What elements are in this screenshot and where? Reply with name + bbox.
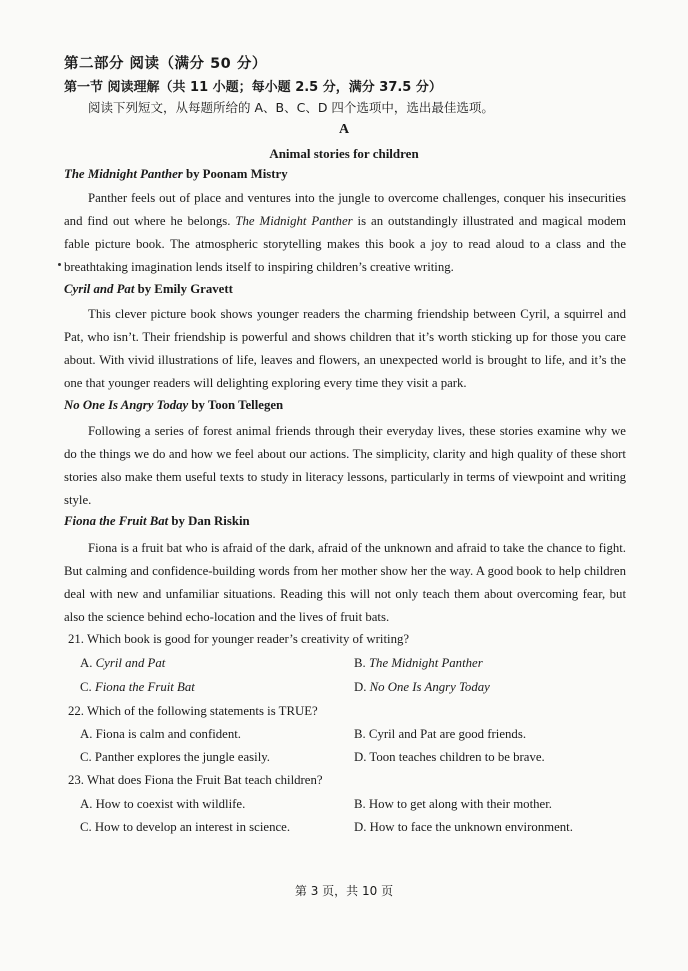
book-description-midnight-panther <box>64 187 626 279</box>
option-23-b[interactable]: B. How to get along with their mother. <box>354 797 552 811</box>
scan-mark <box>58 263 61 266</box>
option-text: Fiona the Fruit Bat <box>94 680 195 694</box>
passage-letter: A <box>338 122 350 137</box>
book-author: by Dan Riskin <box>168 514 250 528</box>
part-title: 第二部分 阅读（满分 50 分） <box>64 56 267 72</box>
option-letter: A. <box>80 656 96 670</box>
option-text: The Midnight Panther <box>368 656 483 670</box>
book-heading-midnight-panther <box>64 167 288 182</box>
book-title: No One Is Angry Today <box>64 398 189 412</box>
option-22-b[interactable]: B. Cyril and Pat are good friends. <box>354 727 527 741</box>
book-author: by Poonam Mistry <box>182 167 288 181</box>
option-22-c[interactable]: C. Panther explores the jungle easily. <box>80 750 271 764</box>
option-21-c[interactable] <box>80 680 195 695</box>
question-21: 21. Which book is good for younger reader’s creativity of writing? <box>68 632 410 646</box>
book-title: Fiona the Fruit Bat <box>64 514 169 528</box>
book-description-cyril-and-pat: This clever picture book shows younger readers the charming friendship between Cyril, a squirrel and Pat, who isn’t. Their friendship is powerful and shows children that it’s worth sticking up for those you care about. With vivid illustrations of life, leaves and flowers, an unexpected world is brought to life, and it’s the one that younger readers will delighting exploring every time they visit a park. <box>64 307 626 390</box>
book-heading-no-one-is-angry-today <box>64 398 283 413</box>
book-heading-cyril-and-pat <box>64 282 233 297</box>
book-description-no-one-is-angry-today: Following a series of forest animal friends through their everyday lives, these stories examine why we do the things we do and how we feel about our actions. The simplicity, clarity and high quality of these short stories also make them useful texts to study in literacy lessons, particularly in terms of viewpoint and writing style. <box>64 424 626 507</box>
inline-book-title: The Midnight Panther <box>235 214 353 228</box>
passage-title: Animal stories for children <box>269 146 419 161</box>
question-22: 22. Which of the following statements is TRUE? <box>68 704 318 718</box>
option-letter: C. <box>80 680 95 694</box>
option-22-a[interactable]: A. Fiona is calm and confident. <box>80 727 241 741</box>
option-text: No One Is Angry Today <box>369 680 490 694</box>
option-letter: B. <box>354 656 369 670</box>
book-author: by Emily Gravett <box>134 282 233 296</box>
page-footer: 第 3 页，共 10 页 <box>294 884 394 898</box>
section-title: 第一节 阅读理解（共 11 小题；每小题 2.5 分，满分 37.5 分） <box>64 80 442 95</box>
option-23-c[interactable]: C. How to develop an interest in science. <box>80 820 291 834</box>
book-author: by Toon Tellegen <box>188 398 284 412</box>
book-title: Cyril and Pat <box>64 282 135 296</box>
description-part: Panther feels out of place and ventures into the jungle to overcome challenges, conquer his insecurities and find out where he belongs. <box>64 191 626 228</box>
book-heading-fiona-the-fruit-bat <box>64 514 250 529</box>
option-21-a[interactable] <box>80 656 165 671</box>
option-letter: D. <box>354 680 370 694</box>
option-21-d[interactable] <box>354 680 490 695</box>
option-23-a[interactable]: A. How to coexist with wildlife. <box>80 797 246 811</box>
book-description-fiona-the-fruit-bat: Fiona is a fruit bat who is afraid of the dark, afraid of the unknown and afraid to take the chance to fight. But calming and confidence-building words from her mother show her the way. A good book to help children deal with new and unfamiliar situations. Reading this will not only teach them about overcoming fear, but also the science behind echo-location and the lives of fruit bats. <box>64 541 626 624</box>
option-22-d[interactable]: D. Toon teaches children to be brave. <box>354 750 545 764</box>
description-part: is an outstandingly illustrated and magical modem fable picture book. The atmospheric storytelling makes this book a joy to read aloud to a class and the breathtaking imagination lends itself to inspiring children’s creative writing. <box>64 214 626 274</box>
book-title: The Midnight Panther <box>64 167 183 181</box>
option-23-d[interactable]: D. How to face the unknown environment. <box>354 820 573 834</box>
option-text: Cyril and Pat <box>95 656 166 670</box>
instructions: 阅读下列短文，从每题所给的 A、B、C、D 四个选项中，选出最佳选项。 <box>88 100 494 115</box>
question-23: 23. What does Fiona the Fruit Bat teach children? <box>68 773 323 787</box>
option-21-b[interactable] <box>354 656 483 671</box>
